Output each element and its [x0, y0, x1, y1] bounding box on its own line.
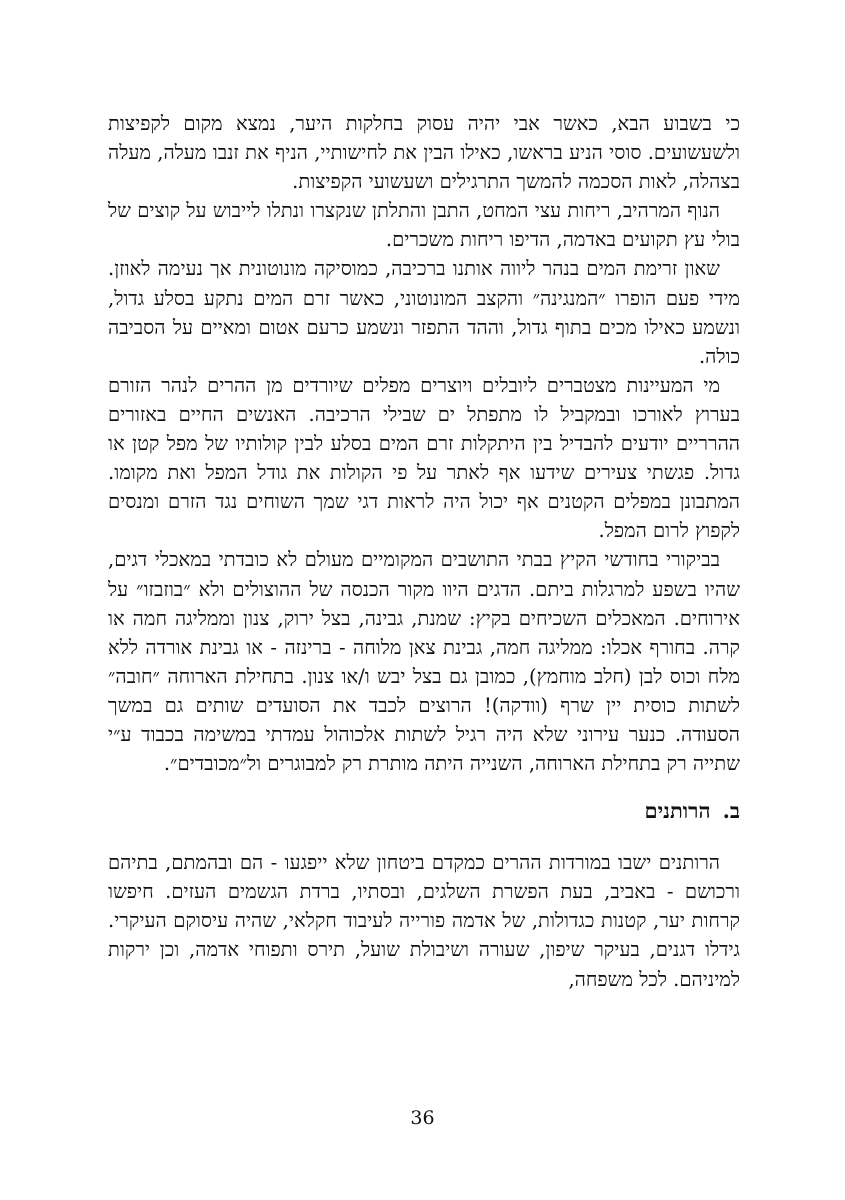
- page-number: 36: [410, 1107, 435, 1129]
- paragraph: בביקורי בחודשי הקיץ בבתי התושבים המקומיים מעולם לא כובדתי במאכלי דגים, שהיו בשפע למרגלות ביתם. הדגים היוו מקור הכנסה של ההוצולים ולא ״בוזבזו״ על אירוחים. המאכלים השכיחים בקיץ: שמנת, גבינה, בצל ירוק, צנון וממליגה חמה או קרה. בחורף אכלו: ממליגה חמה, גבינת צאן מלוחה - ברינזה - או גבינת אורדה ללא מלח וכוס לבן (חלב מוחמץ), כמובן גם בצל יבש ו/או צנון. בתחילת הארוחה ״חובה״ לשתות כוסית יין שרף (וודקה)! הרוצים לכבד את הסועדים שותים גם במשך הסעודה. כנער עירוני שלא היה רגיל לשתות אלכוהול עמדתי במשימה בכבוד ע״י שתייה רק בתחילת הארוחה, השנייה היתה מותרת רק למבוגרים ול״מכובדים״.: [108, 548, 740, 776]
- section-number: ב.: [722, 798, 740, 824]
- paragraph: כי בשבוע הבא, כאשר אבי יהיה עסוק בחלקות היער, נמצא מקום לקפיצות ולשעשועים. סוסי הניע בראשו, כאילו הבין את לחישותיי, הניף את זנבו מעלה, מעלה בצהלה, לאות הסכמה להמשך התרגילים ושעשועי הקפיצות.: [108, 112, 740, 194]
- document-page: [108, 109, 740, 994]
- paragraph: הרותנים ישבו במורדות ההרים כמקדם ביטחון שלא ייפגעו - הם ובהמתם, בתיהם ורכושם - באביב, בעת הפשרת השלגים, ובסתיו, ברדת הגשמים העזים. חיפשו קרחות יער, קטנות כגדולות, של אדמה פורייה לעיבוד חקלאי, שהיה עיסוקם העיקרי. גידלו דגנים, בעיקר שיפון, שעורה ושיבולת שועל, תירס ותפוחי אדמה, וכן ירקות למיניהם. לכל משפחה,: [108, 851, 740, 991]
- section-heading: [108, 796, 740, 826]
- paragraph: מי המעיינות מצטברים ליובלים ויוצרים מפלים שיורדים מן ההרים לנהר הזורם בערוץ לאורכו ובמקביל לו מתפתל ים שבילי הרכיבה. האנשים החיים באזורים ההרריים יודעים להבדיל בין היתקלות זרם המים בסלע לבין קולותיו של מפל קטן או גדול. פגשתי צעירים שידעו אף לאתר על פי הקולות את גודל המפל ואת מקומו. המתבונן במפלים הקטנים אף יכול היה לראות דגי שמך השוחים נגד הזרם ומנסים לקפוץ לרום המפל.: [108, 373, 740, 543]
- paragraph: הנוף המרהיב, ריחות עצי המחט, התבן והתלתן שנקצרו ונתלו לייבוש על קוצים של בולי עץ תקועים באדמה, הדיפו ריחות משכרים.: [108, 199, 740, 252]
- paragraph: שאון זרימת המים בנהר ליווה אותנו ברכיבה, כמוסיקה מונוטונית אך נעימה לאוזן. מידי פעם הופרו ״המנגינה״ והקצב המונוטוני, כאשר זרם המים נתקע בסלע גדול, ונשמע כאילו מכים בתוף גדול, וההד התפזר ונשמע כרעם אטום ומאיים על הסביבה כולה.: [108, 257, 740, 368]
- section-title: הרותנים: [644, 798, 711, 824]
